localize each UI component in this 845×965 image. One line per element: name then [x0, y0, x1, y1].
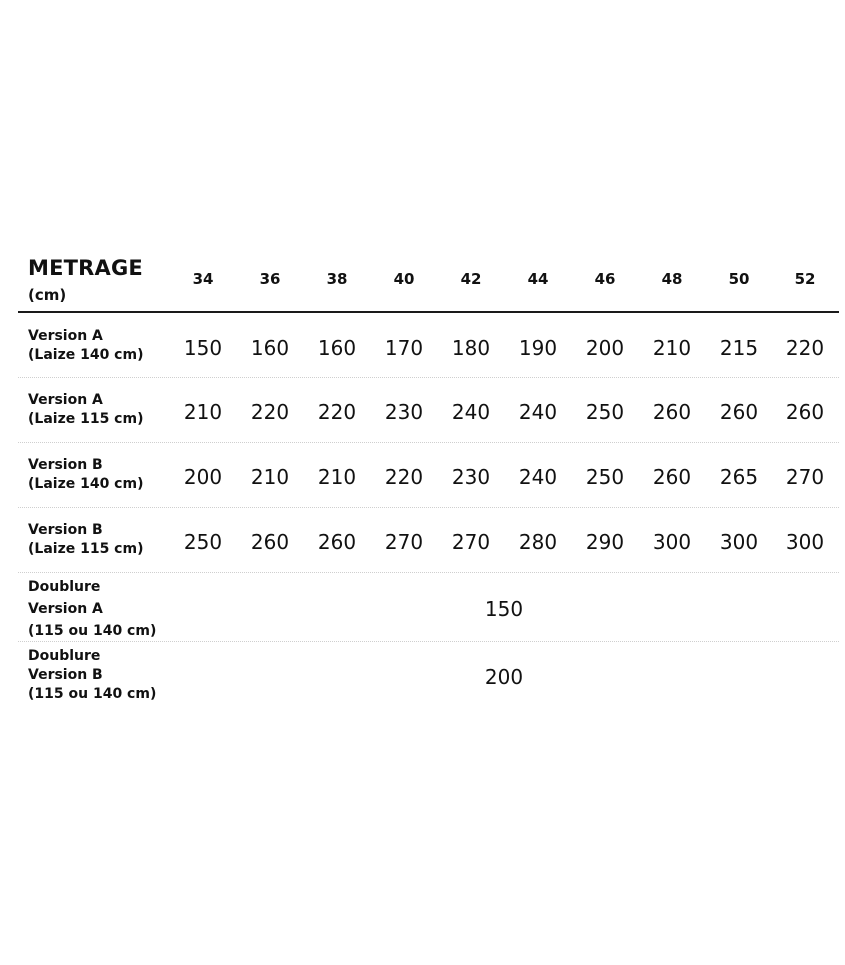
table-cell: 300 [719, 530, 759, 554]
lining-row-label [28, 647, 156, 704]
table-cell: 230 [384, 400, 424, 424]
row-label-line: Doublure [28, 648, 101, 664]
table-cell: 260 [719, 400, 759, 424]
row-label-line: Version A [28, 392, 103, 408]
table-cell: 160 [317, 336, 357, 360]
row-label-line: Version B [28, 522, 103, 538]
row-label-line: (Laize 115 cm) [28, 411, 144, 427]
table-cell: 240 [518, 465, 558, 489]
row-label-line: Version A [28, 601, 103, 617]
table-cell: 250 [585, 400, 625, 424]
size-header-38: 38 [326, 270, 348, 288]
table-cell: 230 [451, 465, 491, 489]
row-label-line: (115 ou 140 cm) [28, 686, 157, 702]
table-cell: 270 [384, 530, 424, 554]
table-cell: 300 [785, 530, 825, 554]
table-cell: 210 [652, 336, 692, 360]
row-separator [18, 377, 839, 378]
table-cell: 250 [183, 530, 223, 554]
table-cell: 270 [451, 530, 491, 554]
header-rule [18, 311, 839, 313]
table-cell: 240 [451, 400, 491, 424]
table-cell: 200 [183, 465, 223, 489]
row-label-line: Version A [28, 328, 103, 344]
table-cell: 210 [183, 400, 223, 424]
table-cell: 260 [652, 400, 692, 424]
table-cell: 260 [785, 400, 825, 424]
table-cell: 240 [518, 400, 558, 424]
row-separator [18, 507, 839, 508]
size-header-48: 48 [661, 270, 683, 288]
table-cell: 260 [652, 465, 692, 489]
row-label [28, 521, 143, 559]
table-cell: 290 [585, 530, 625, 554]
row-label-line: (Laize 115 cm) [28, 541, 144, 557]
row-label-line: (115 ou 140 cm) [28, 623, 157, 639]
size-header-44: 44 [527, 270, 549, 288]
size-header-46: 46 [594, 270, 616, 288]
table-cell: 210 [317, 465, 357, 489]
table-cell: 160 [250, 336, 290, 360]
size-header-50: 50 [728, 270, 750, 288]
table-unit: (cm) [28, 286, 67, 304]
table-cell: 220 [384, 465, 424, 489]
table-cell: 270 [785, 465, 825, 489]
row-separator [18, 572, 839, 573]
table-cell: 220 [785, 336, 825, 360]
table-cell: 220 [317, 400, 357, 424]
table-cell: 300 [652, 530, 692, 554]
table-cell: 150 [183, 336, 223, 360]
row-label-line: Version B [28, 457, 103, 473]
size-header-42: 42 [460, 270, 482, 288]
row-label-line: (Laize 140 cm) [28, 476, 144, 492]
lining-value: 150 [484, 597, 524, 621]
table-cell: 260 [250, 530, 290, 554]
size-header-36: 36 [259, 270, 281, 288]
row-label [28, 456, 143, 494]
row-label-line: (Laize 140 cm) [28, 347, 144, 363]
table-cell: 215 [719, 336, 759, 360]
table-cell: 260 [317, 530, 357, 554]
lining-value: 200 [484, 665, 524, 689]
row-separator [18, 641, 839, 642]
table-cell: 265 [719, 465, 759, 489]
table-cell: 200 [585, 336, 625, 360]
lining-row-label [28, 576, 156, 642]
table-title: METRAGE [28, 256, 143, 280]
size-header-40: 40 [393, 270, 415, 288]
table-cell: 170 [384, 336, 424, 360]
size-header-34: 34 [192, 270, 214, 288]
row-label-line: Doublure [28, 579, 101, 595]
table-cell: 210 [250, 465, 290, 489]
table-cell: 190 [518, 336, 558, 360]
size-header-52: 52 [794, 270, 816, 288]
row-label [28, 327, 143, 365]
table-cell: 280 [518, 530, 558, 554]
row-separator [18, 442, 839, 443]
table-cell: 220 [250, 400, 290, 424]
row-label-line: Version B [28, 667, 103, 683]
table-cell: 250 [585, 465, 625, 489]
row-label [28, 391, 143, 429]
table-cell: 180 [451, 336, 491, 360]
